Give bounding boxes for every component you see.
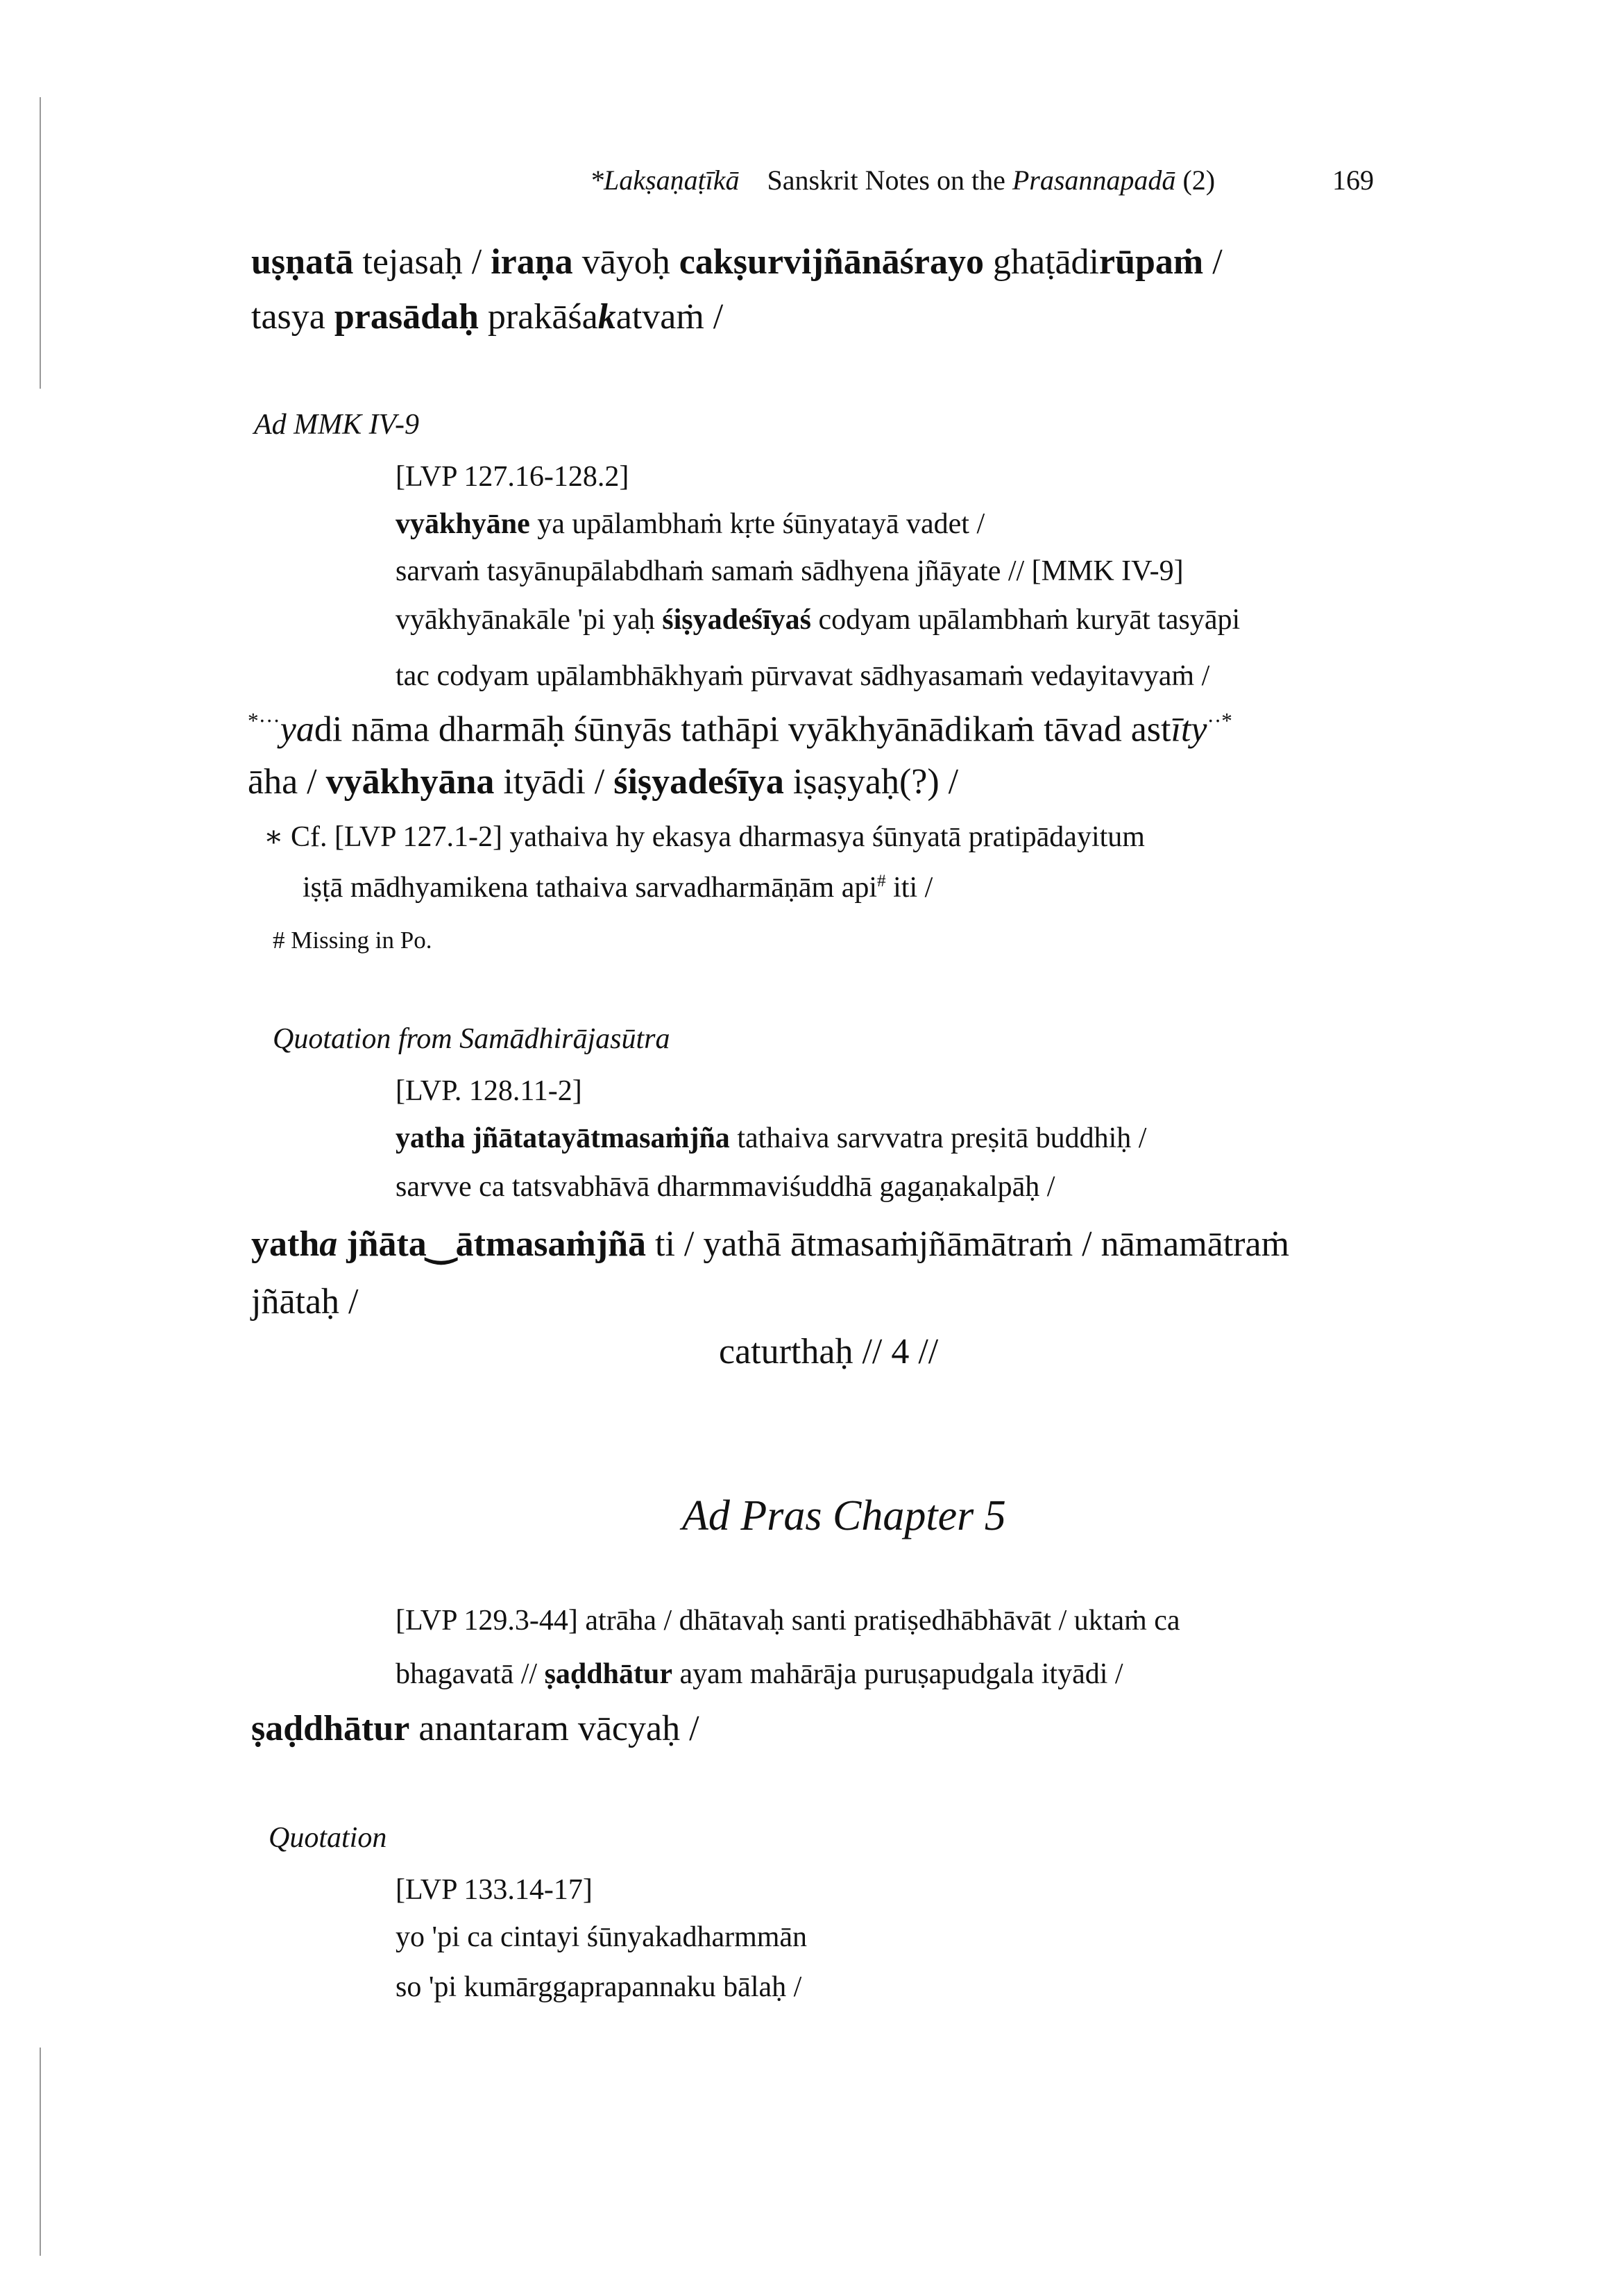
text-line	[396, 1606, 1180, 1635]
bold-term: k	[597, 297, 616, 337]
text-line	[251, 1284, 359, 1320]
text-segment: so 'pi kumārggaprapannaku bālaḥ /	[396, 1971, 802, 2003]
bold-term: śiṣyadeśīya	[613, 762, 784, 802]
scan-margin-mark	[40, 97, 41, 389]
text-segment: vyākhyānakāle 'pi yaḥ	[396, 604, 663, 636]
footnote-line	[303, 872, 933, 902]
text-line	[396, 1124, 1146, 1153]
text-line	[396, 557, 1184, 586]
text-line	[248, 710, 1232, 748]
text-segment: #	[877, 872, 886, 890]
text-segment: # Missing in Po.	[273, 927, 432, 954]
bold-term: rūpaṁ	[1099, 242, 1204, 282]
text-segment: di nāma dharmāḥ śūnyās tathāpi vyākhyānādikaṁ tāvad ast	[314, 709, 1171, 750]
bold-term: yatha jñātatayātmasaṁjña	[396, 1122, 730, 1154]
text-segment: ityādi /	[494, 762, 614, 802]
section-heading	[254, 410, 419, 439]
text-segment: tasya	[251, 297, 334, 337]
page-number: 169	[1332, 164, 1374, 196]
text-line	[396, 1660, 1123, 1689]
text-line	[396, 1077, 582, 1106]
bold-term: vyākhyāne	[396, 508, 530, 540]
section-heading	[269, 1823, 386, 1852]
text-segment: (2)	[1175, 164, 1216, 196]
bold-term: iraṇa	[491, 242, 573, 282]
text-line	[396, 605, 1240, 634]
italic-text: Quotation	[269, 1822, 387, 1854]
text-segment: iṣṭā mādhyamikena tathaiva sarvadharmāṇām api	[303, 872, 878, 904]
italic-text: ya	[280, 709, 314, 750]
text-line	[396, 661, 1209, 691]
text-line	[396, 509, 985, 539]
italic-text: Prasannapadā	[1012, 164, 1176, 196]
text-segment: ··*	[1207, 709, 1232, 733]
text-segment: /	[1203, 242, 1223, 282]
text-segment: [LVP 133.14-17]	[396, 1874, 593, 1906]
footnote-line	[273, 928, 432, 952]
text-line	[396, 462, 629, 491]
running-header	[590, 164, 1216, 196]
scan-margin-mark	[40, 2048, 41, 2256]
bold-term: ṣaḍdhātur	[251, 1709, 410, 1748]
text-segment: [LVP 129.3-44] atrāha / dhātavaḥ santi pratiṣedhābhāvāt / uktaṁ ca	[396, 1605, 1180, 1637]
text-segment: ya upālambhaṁ kṛte śūnyatayā vadet /	[529, 508, 985, 540]
text-segment: ∗ Cf. [LVP 127.1-2] yathaiva hy ekasya dharmasya śūnyatā pratipādayitum	[264, 821, 1145, 853]
chapter-title: Ad Pras Chapter 5	[682, 1492, 1006, 1539]
text-segment: *···	[248, 709, 280, 733]
bold-term: prasādaḥ	[334, 297, 479, 337]
text-segment: ayam mahārāja puruṣapudgala ityādi /	[672, 1658, 1123, 1690]
text-segment: bhagavatā //	[396, 1658, 545, 1690]
text-segment: vāyoḥ	[572, 242, 679, 282]
text-segment: [LVP 127.16-128.2]	[396, 461, 629, 493]
text-segment: prakāśa	[478, 297, 598, 337]
bold-term: cakṣurvijñānāśrayo	[679, 242, 984, 282]
text-segment: atvaṁ /	[615, 297, 724, 337]
text-line	[248, 764, 958, 800]
text-line	[396, 1923, 807, 1952]
footnote-line	[264, 822, 1145, 852]
section-heading	[273, 1024, 670, 1054]
text-segment: Sanskrit Notes on the	[739, 164, 1012, 196]
text-line	[251, 1711, 699, 1747]
italic-text: īty	[1171, 709, 1207, 750]
text-segment: iti /	[885, 872, 933, 904]
text-segment: āha /	[248, 762, 326, 802]
text-segment: codyam upālambhaṁ kuryāt tasyāpi	[810, 604, 1241, 636]
text-segment: jñātaḥ /	[251, 1282, 359, 1322]
bold-term: uṣṇatā	[251, 242, 354, 282]
text-segment: ghaṭādi	[983, 242, 1099, 282]
italic-text: Ad MMK IV-9	[254, 409, 419, 441]
text-line	[396, 1973, 801, 2002]
text-segment: ti / yathā ātmasaṁjñāmātraṁ / nāmamātraṁ	[646, 1224, 1290, 1264]
text-line	[396, 1875, 593, 1905]
text-segment: caturthaḥ // 4 //	[719, 1332, 939, 1371]
text-segment: tac codyam upālambhākhyaṁ pūrvavat sādhyasamaṁ vedayitavyaṁ /	[396, 660, 1210, 692]
text-segment: sarvve ca tatsvabhāvā dharmmaviśuddhā gagaṇakalpāḥ /	[396, 1171, 1055, 1203]
text-segment: anantaram vācyaḥ /	[409, 1709, 699, 1748]
text-line	[251, 244, 1223, 280]
text-segment: sarvaṁ tasyānupālabdhaṁ samaṁ sādhyena jñāyate // [MMK IV-9]	[396, 555, 1184, 587]
chapter-end	[719, 1334, 938, 1370]
text-segment: yo 'pi ca cintayi śūnyakadharmmān	[396, 1921, 808, 1953]
text-line	[251, 299, 723, 335]
text-segment: iṣaṣyaḥ(?) /	[783, 762, 959, 802]
bold-term: śiṣyadeśīyaś	[662, 604, 811, 636]
italic-text: *Lakṣaṇaṭīkā	[590, 164, 740, 196]
bold-term: ṣaḍdhātur	[544, 1658, 672, 1690]
text-line	[251, 1226, 1289, 1263]
italic-text: Quotation from Samādhirājasūtra	[273, 1023, 670, 1055]
text-line	[396, 1172, 1055, 1201]
bold-term: yath	[251, 1224, 320, 1264]
text-segment: [LVP. 128.11-2]	[396, 1075, 582, 1107]
bold-term: a	[319, 1224, 338, 1264]
bold-term: vyākhyāna	[325, 762, 495, 802]
text-segment: tathaiva sarvvatra preṣitā buddhiḥ /	[729, 1122, 1147, 1154]
text-segment: tejasaḥ /	[353, 242, 491, 282]
bold-term: jñāta‿ātmasaṁjñā	[337, 1224, 647, 1264]
